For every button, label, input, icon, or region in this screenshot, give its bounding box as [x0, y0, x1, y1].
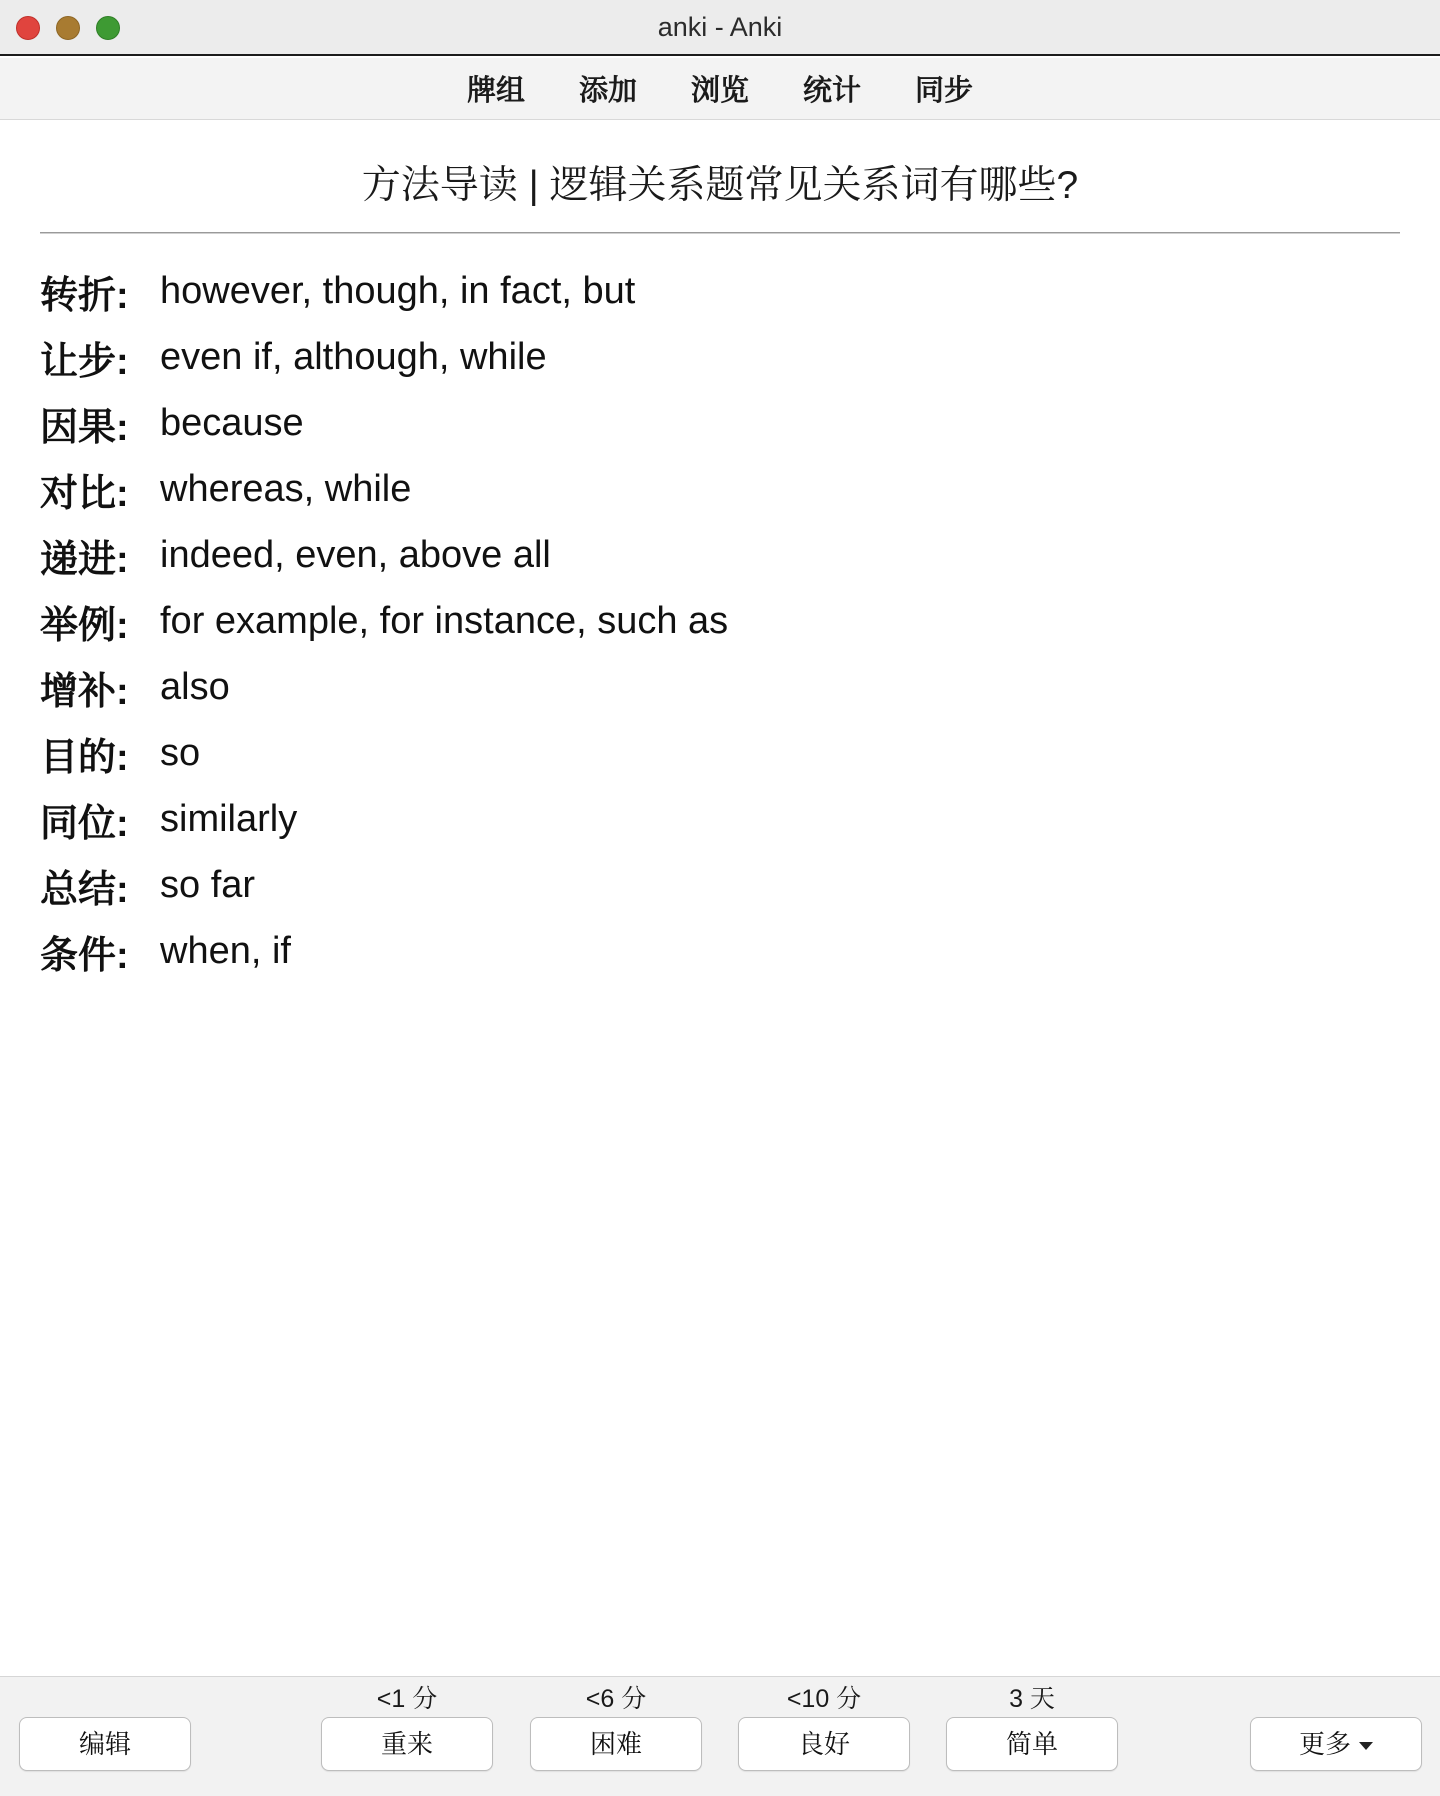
answer-row	[40, 588, 1400, 654]
answer-list	[40, 258, 1400, 984]
answer-row	[40, 324, 1400, 390]
minimize-window-button[interactable]	[56, 16, 80, 40]
answer-text: so	[160, 731, 201, 774]
card-content	[40, 150, 1400, 984]
answer-label: 转折:	[40, 274, 129, 317]
hard-interval: <6 分	[585, 1685, 647, 1713]
answer-label: 条件:	[40, 934, 129, 977]
answer-text: when, if	[160, 929, 291, 972]
answer-row	[40, 390, 1400, 456]
answer-label: 举例:	[40, 604, 129, 647]
zoom-window-button[interactable]	[96, 16, 120, 40]
more-button-label: 更多	[1298, 1729, 1351, 1759]
toolbar-decks[interactable]: 牌组	[466, 75, 525, 107]
answer-text: whereas, while	[160, 467, 412, 510]
toolbar-browse[interactable]: 浏览	[690, 75, 749, 107]
toolbar-add[interactable]: 添加	[578, 75, 637, 107]
answer-text: similarly	[160, 797, 298, 840]
answer-label: 同位:	[40, 802, 129, 845]
answer-text: also	[160, 665, 230, 708]
answer-text: for example, for instance, such as	[160, 599, 729, 642]
edit-button[interactable]: 编辑	[19, 1717, 191, 1771]
answer-divider	[40, 232, 1400, 234]
close-window-button[interactable]	[16, 16, 40, 40]
window-title: anki - Anki	[657, 12, 783, 42]
answer-label: 因果:	[40, 406, 129, 449]
toolbar-stats[interactable]: 统计	[803, 75, 862, 107]
easy-button[interactable]: 简单	[946, 1717, 1118, 1771]
again-button[interactable]: 重来	[321, 1717, 493, 1771]
answer-row	[40, 720, 1400, 786]
answer-row	[40, 918, 1400, 984]
answer-text: so far	[160, 863, 256, 906]
toolbar-sync[interactable]: 同步	[915, 75, 974, 107]
answer-row	[40, 258, 1400, 324]
review-bottom-bar	[0, 1676, 1440, 1796]
answer-label: 对比:	[40, 472, 129, 515]
answer-text: because	[160, 401, 304, 444]
good-button[interactable]: 良好	[738, 1717, 910, 1771]
answer-row	[40, 654, 1400, 720]
answer-label: 目的:	[40, 736, 129, 779]
answer-row	[40, 852, 1400, 918]
answer-row	[40, 456, 1400, 522]
answer-text: however, though, in fact, but	[160, 269, 636, 312]
answer-label: 让步:	[40, 340, 129, 383]
answer-row	[40, 786, 1400, 852]
answer-row	[40, 522, 1400, 588]
answer-label: 增补:	[40, 670, 129, 713]
title-bar	[0, 0, 1440, 56]
more-button[interactable]	[1250, 1717, 1422, 1771]
again-interval: <1 分	[376, 1685, 438, 1713]
main-toolbar	[0, 58, 1440, 120]
hard-button[interactable]: 困难	[530, 1717, 702, 1771]
chevron-down-icon	[1359, 1742, 1373, 1750]
easy-interval: 3 天	[1009, 1685, 1055, 1713]
answer-text: indeed, even, above all	[160, 533, 551, 576]
answer-text: even if, although, while	[160, 335, 547, 378]
answer-label: 总结:	[40, 868, 129, 911]
card-question: 方法导读 | 逻辑关系题常见关系词有哪些?	[361, 164, 1079, 207]
good-interval: <10 分	[786, 1685, 862, 1713]
answer-label: 递进:	[40, 538, 129, 581]
